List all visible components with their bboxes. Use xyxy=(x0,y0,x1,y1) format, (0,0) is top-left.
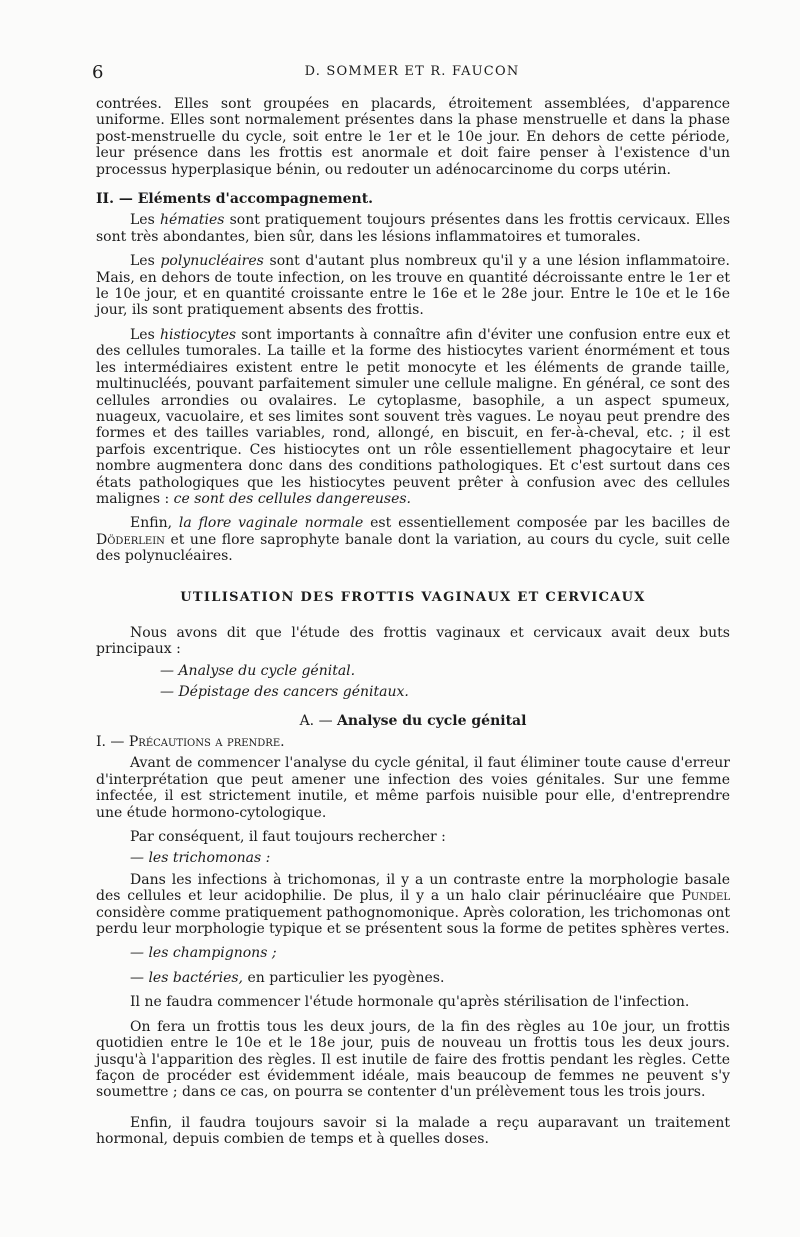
running-title: D. SOMMER ET R. FAUCON xyxy=(304,64,520,79)
term-histiocytes: histiocytes xyxy=(159,326,237,343)
paragraph-hematies: Les hématies sont pratiquement toujours présentes dans les frottis cervicaux. Elles sont très abondantes, bien sûr, dans les lésions inflammatoires et tumorales. xyxy=(96,212,731,245)
paragraph-enfin: Enfin, il faudra toujours savoir si la malade a reçu auparavant un traitement hormonal, depuis combien de temps et à quelles doses. xyxy=(96,1114,730,1148)
paragraph-polynucleaires: Les polynucléaires sont d'autant plus nombreux qu'il y a une lésion inflammatoire. Mais, en dehors de toute infection, on les trouve en quantité décroissante entre le 1er et le 10e jour, et en quantité croissante entre le 16e et le 28e jour. Entre le 10e et le 16e jour, ils sont pratiquement absents des frottis. xyxy=(96,253,730,319)
author-doderlein: Döderlein xyxy=(96,531,165,548)
paragraph-intro: Nous avons dit que l'étude des frottis vaginaux et cervicaux avait deux buts principaux : xyxy=(96,624,730,658)
paragraph-par-consequent: Par conséquent, il faut toujours rechercher : xyxy=(130,829,446,846)
list-item-trichomonas: — les trichomonas : xyxy=(130,850,271,867)
list-item-analyse: — Analyse du cycle génital. xyxy=(160,662,356,679)
page-body xyxy=(96,96,730,1148)
list-item-depistage: — Dépistage des cancers génitaux. xyxy=(160,684,409,701)
list-item-champignons: — les champignons ; xyxy=(130,945,277,962)
paragraph-trichomonas: Dans les infections à trichomonas, il y a un contraste entre la morphologie basale des cellules et leur acidophilie. De plus, il y a un halo clair périnucléaire que Pundel considère comme pratiquement pathognomonique. Après coloration, les trichomonas ont perdu leur morphologie typique et se présentent sous la forme de petites sphères vertes. xyxy=(96,871,730,938)
page-header xyxy=(92,62,732,86)
emphasis-cellules-dangereuses: ce sont des cellules dangereuses. xyxy=(173,490,411,507)
paragraph-contrees: contrées. Elles sont groupées en placards, étroitement assemblées, d'apparence uniforme. Elles sont normalement présentes dans la phase menstruelle et dans la phase post-menstruelle du cycle, soit entre le 1er et le 10e jour. En dehors de cette période, leur présence dans les frottis est anormale et doit faire penser à l'existence d'un processus hyperplasique bénin, ou redouter un adénocarcinome du corps utérin. xyxy=(96,96,730,178)
heading-precautions: I. — Précautions a prendre. xyxy=(96,734,285,750)
subsection-a-title: A. — Analyse du cycle génital xyxy=(299,712,527,729)
term-polynucleaires: polynucléaires xyxy=(160,253,264,270)
paragraph-il-ne-faudra: Il ne faudra commencer l'étude hormonale qu'après stérilisation de l'infection. xyxy=(130,994,690,1011)
paragraph-avant: Avant de commencer l'analyse du cycle génital, il faut éliminer toute cause d'erreur d'interprétation que peut amener une infection des voies génitales. Sur une femme infectée, il est strictement inutile, et même parfois nuisible pour elle, d'entreprendre une étude hormono-cytologique. xyxy=(96,755,730,821)
section-title: UTILISATION DES FROTTIS VAGINAUX ET CERVICAUX xyxy=(180,589,646,605)
heading-elements-accompagnement: II. — Eléments d'accompagnement. xyxy=(96,191,374,208)
page-number: 6 xyxy=(92,62,104,83)
list-item-bacteries: — les bactéries, en particulier les pyogènes. xyxy=(130,969,445,986)
paragraph-flore: Enfin, la flore vaginale normale est essentiellement composée par les bacilles de Döderlein et une flore saprophyte banale dont la variation, au cours du cycle, suit celle des polynucléaires. xyxy=(96,515,730,565)
term-flore: la flore vaginale normale xyxy=(178,515,364,532)
paragraph-on-fera: On fera un frottis tous les deux jours, de la fin des règles au 10e jour, un frottis quotidien entre le 10e et le 18e jour, puis de nouveau un frottis tous les deux jours. jusqu'à l'apparition des règles. Il est inutile de faire des frottis pendant les règles. Cette façon de procéder est évidemment idéale, mais beaucoup de femmes ne peuvent s'y soumettre ; dans ce cas, on pourra se contenter d'un prélèvement tous les trois jours. xyxy=(96,1018,730,1101)
author-pundel: Pundel xyxy=(681,888,730,905)
term-hematies: hématies xyxy=(159,212,225,229)
paragraph-histiocytes: Les histiocytes sont importants à connaître afin d'éviter une confusion entre eux et des cellules tumorales. La taille et la forme des histiocytes varient énormément et tous les intermédiaires existent entre le petit monocyte et les éléments de grande taille, multinucléés, pouvant parfaitement simuler une cellule maligne. En général, ce sont des cellules arrondies ou ovalaires. Le cytoplasme, basophile, a un aspect spumeux, nuageux, vacuolaire, et ses limites sont souvent très vagues. Le noyau peut prendre des formes et des tailles variables, rond, allongé, en biscuit, en fer-à-cheval, etc. ; il est parfois excentrique. Ces histiocytes ont un rôle essentiellement phagocytaire et leur nombre augmentera donc dans des conditions pathologiques. Et c'est surtout dans ces états pathologiques que les histiocytes peuvent prêter à confusion avec des cellules malignes : ce sont des cellules dangereuses. xyxy=(96,326,731,507)
